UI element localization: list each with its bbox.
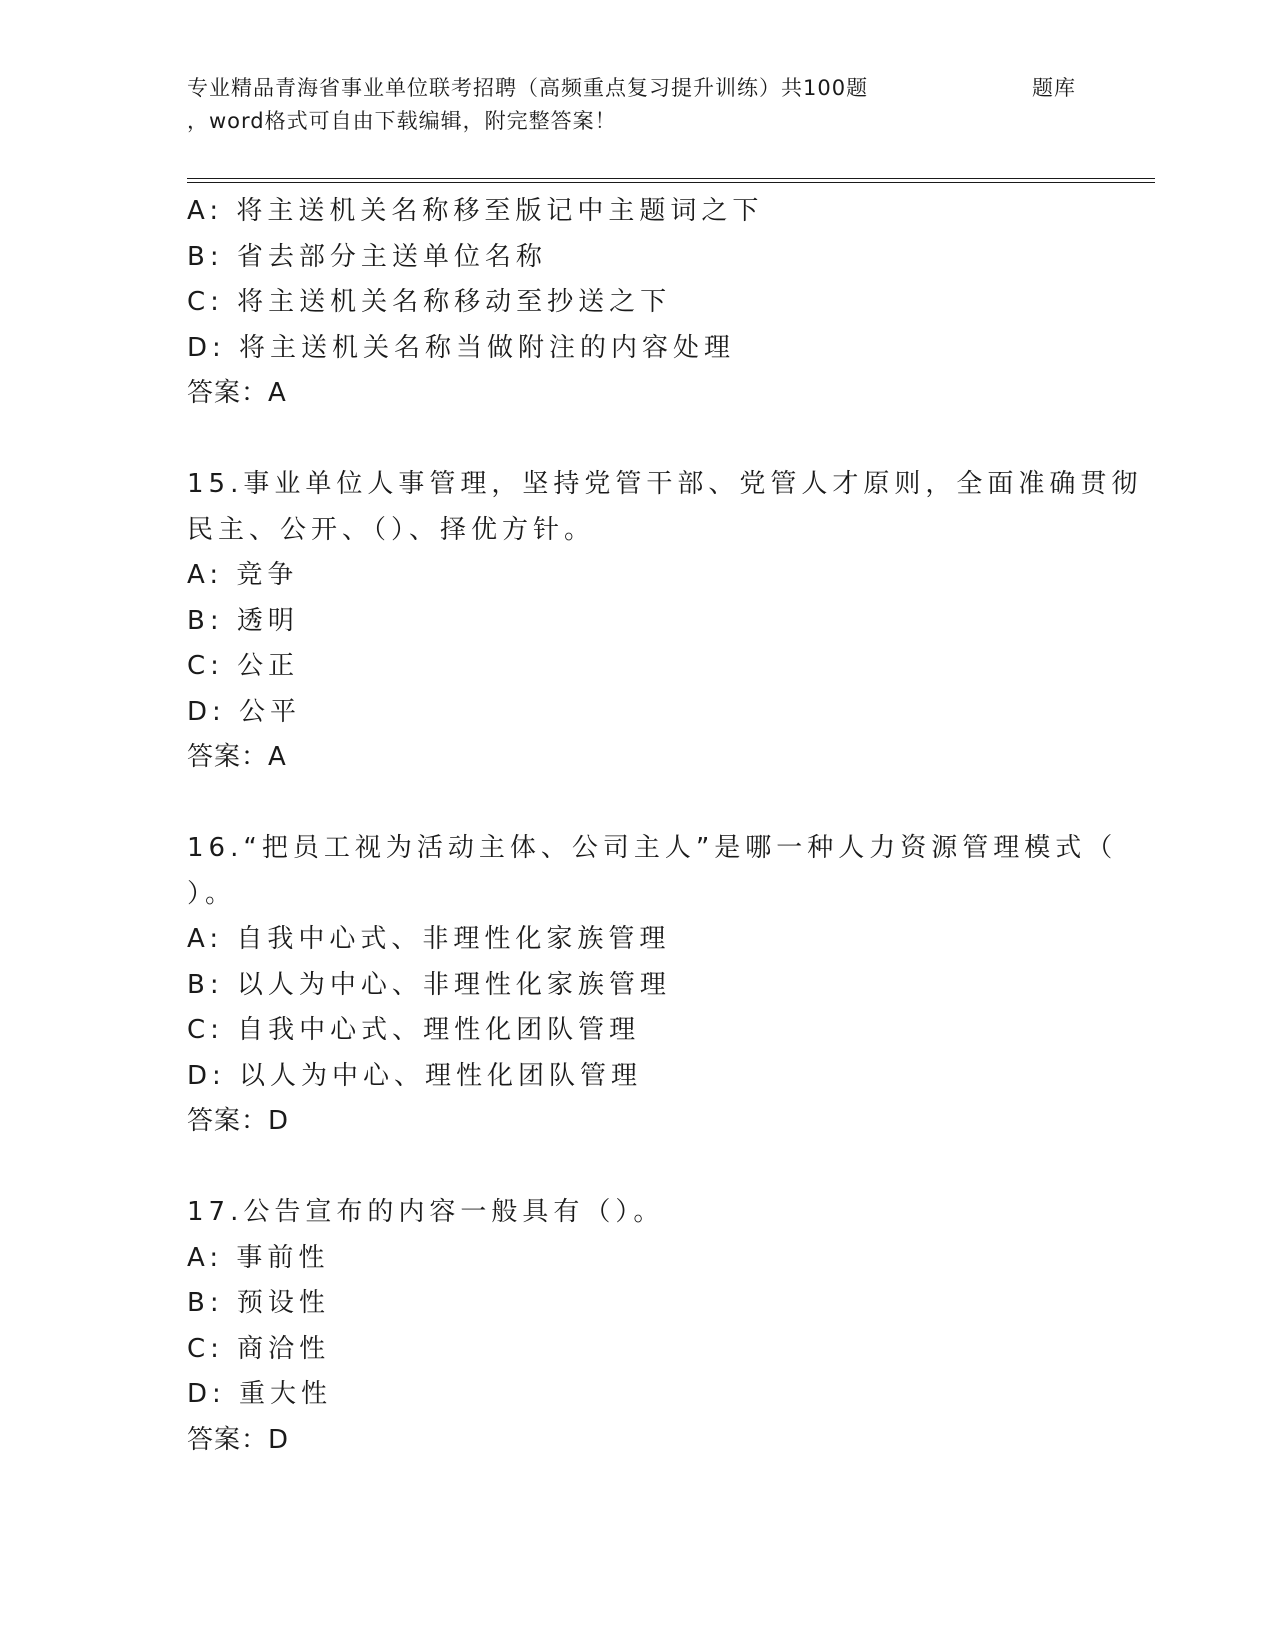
question-14-tail	[187, 189, 1087, 417]
option-c: C: 将主送机关名称移动至抄送之下	[187, 287, 672, 317]
option-a: A: 事前性	[187, 1242, 330, 1273]
answer: 答案：D	[187, 1106, 290, 1136]
option-a: A: 自我中心式、非理性化家族管理	[187, 924, 671, 954]
answer: 答案：D	[187, 1424, 290, 1455]
option-a: A: 将主送机关名称移至版记中主题词之下	[187, 196, 764, 226]
option-b: B: 以人为中心、非理性化家族管理	[187, 969, 671, 1000]
option-c: C: 公正	[187, 651, 300, 681]
header-divider-top	[187, 178, 1155, 179]
question-stem-continued: 民主、公开、（）、择优方针。	[187, 514, 596, 545]
option-c: C: 商洽性	[187, 1333, 331, 1364]
option-d: D: 公平	[187, 696, 302, 727]
header-tag: 题库	[1032, 76, 1076, 100]
header-divider-bottom	[187, 182, 1155, 183]
option-b: B: 透明	[187, 605, 299, 636]
header-line-1	[187, 72, 1147, 105]
question-stem: 17.公告宣布的内容一般具有（）。	[187, 1197, 665, 1227]
spacer	[187, 417, 1087, 463]
spacer	[187, 1145, 1087, 1191]
answer: 答案：A	[187, 378, 287, 408]
option-c: C: 自我中心式、理性化团队管理	[187, 1015, 641, 1045]
option-b: B: 预设性	[187, 1288, 330, 1318]
question-stem-continued: ）。	[187, 878, 237, 909]
option-d: D: 以人为中心、理性化团队管理	[187, 1060, 643, 1091]
question-15	[187, 462, 1143, 781]
question-17	[187, 1190, 1087, 1463]
answer: 答案：A	[187, 742, 287, 772]
document-title: 专业精品青海省事业单位联考招聘（高频重点复习提升训练）共100题	[187, 76, 869, 100]
question-list	[187, 189, 1143, 1463]
header-subtitle: ，word格式可自由下载编辑，附完整答案！	[187, 109, 617, 133]
option-d: D: 将主送机关名称当做附注的内容处理	[187, 332, 736, 363]
option-b: B: 省去部分主送单位名称	[187, 241, 547, 272]
question-stem: 15.事业单位人事管理，坚持党管干部、党管人才原则，全面准确贯彻	[187, 469, 1143, 499]
option-d: D: 重大性	[187, 1379, 333, 1409]
question-16	[187, 826, 1118, 1145]
page-header	[187, 72, 1147, 138]
option-a: A: 竞争	[187, 560, 299, 590]
spacer	[187, 781, 1087, 827]
question-stem: 16.“把员工视为活动主体、公司主人”是哪一种人力资源管理模式（	[187, 833, 1118, 863]
